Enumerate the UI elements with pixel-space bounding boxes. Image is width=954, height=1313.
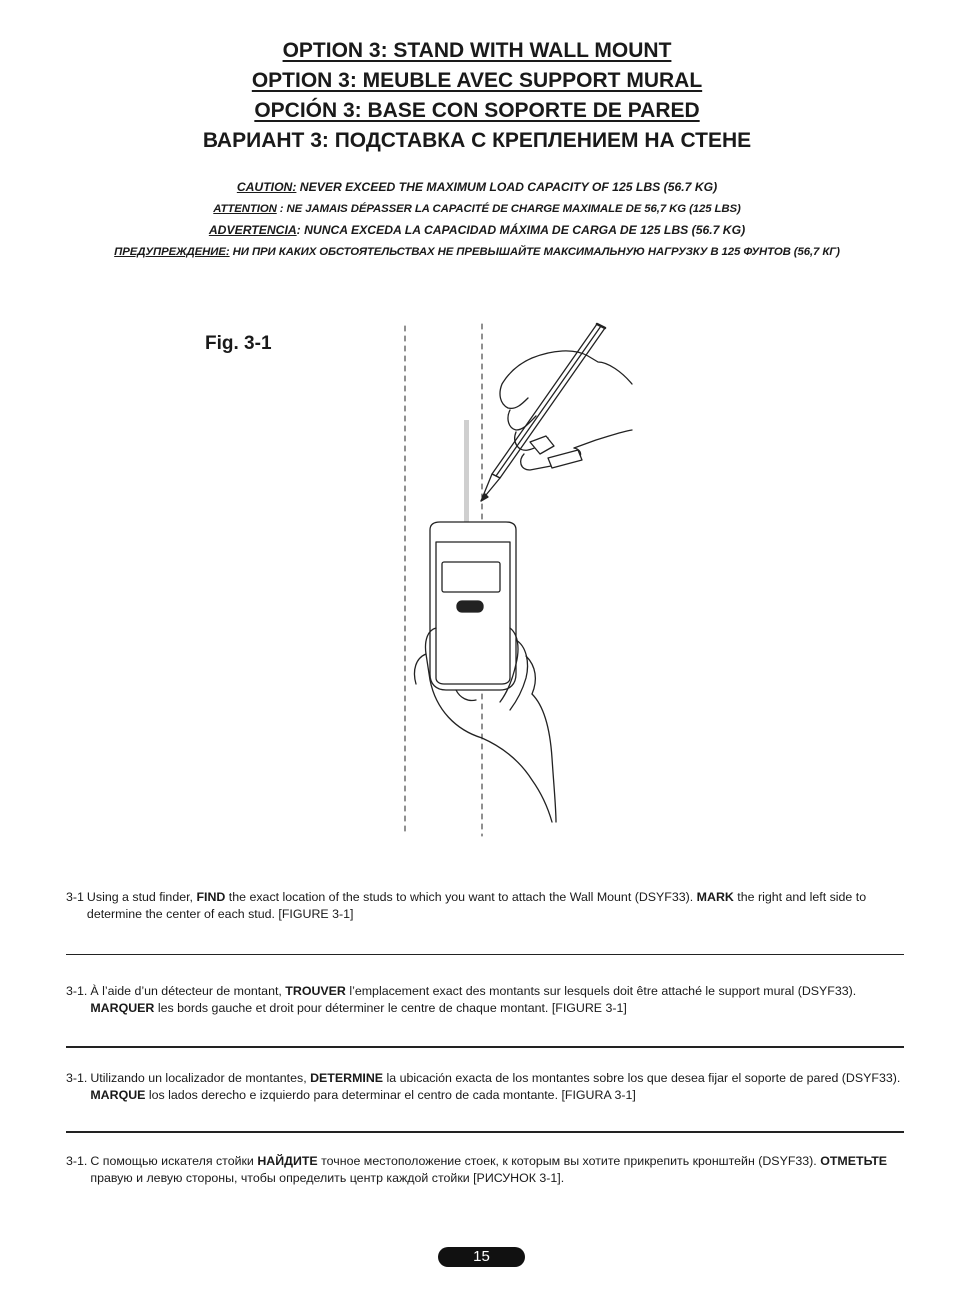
stud-finder-illustration — [360, 318, 660, 838]
center-beam — [464, 420, 469, 524]
caution-block — [0, 177, 954, 263]
caution-en-text: NEVER EXCEED THE MAXIMUM LOAD CAPACITY OF 125 LBS (56.7 KG) — [296, 180, 718, 194]
title-en: OPTION 3: STAND WITH WALL MOUNT — [282, 39, 672, 62]
step-fr — [66, 983, 904, 1017]
stud-finder-icon — [430, 522, 516, 690]
step-ru-number: 3-1. — [66, 1154, 88, 1168]
divider — [66, 1131, 904, 1133]
step-ru — [66, 1153, 904, 1187]
caution-en — [0, 177, 954, 199]
pencil-icon — [481, 324, 605, 501]
caution-es-label: ADVERTENCIA — [208, 223, 297, 237]
step-en — [66, 889, 904, 923]
caution-en-label: CAUTION: — [236, 180, 297, 194]
caution-ru-text: НИ ПРИ КАКИХ ОБСТОЯТЕЛЬСТВАХ НЕ ПРЕВЫШАЙТЕ МАКСИМАЛЬНУЮ НАГРУЗКУ В 125 ФУНТОВ (56,7 КГ) — [229, 245, 840, 258]
caution-es-text: : NUNCA EXCEDA LA CAPACIDAD MÁXIMA DE CARGA DE 125 LBS (56.7 KG) — [296, 223, 746, 237]
title-block — [0, 36, 954, 156]
display-screen — [442, 562, 500, 592]
step-es — [66, 1070, 904, 1104]
step-en-number: 3-1 — [66, 890, 84, 904]
caution-fr-text: : NE JAMAIS DÉPASSER LA CAPACITÉ DE CHARGE MAXIMALE DE 56,7 KG (125 LBS) — [276, 202, 741, 215]
step-es-text: Utilizando un localizador de montantes, DETERMINE la ubicación exacta de los montantes sobre los que desea fijar el soporte de pared (DSYF33). MARQUE los lados derecho e izquierdo para determinar el centro de cada montante. [FIGURA 3-1] — [90, 1071, 901, 1102]
divider — [66, 1046, 904, 1048]
scan-button — [457, 601, 483, 612]
title-ru: ВАРИАНТ 3: ПОДСТАВКА С КРЕПЛЕНИЕМ НА СТЕНЕ — [202, 129, 752, 152]
title-fr: OPTION 3: MEUBLE AVEC SUPPORT MURAL — [251, 69, 703, 92]
step-fr-number: 3-1. — [66, 984, 88, 998]
caution-fr-label: ATTENTION — [213, 202, 277, 215]
page-number: 15 — [438, 1247, 525, 1267]
divider — [66, 954, 904, 955]
caution-ru — [0, 242, 954, 264]
title-es: OPCIÓN 3: BASE CON SOPORTE DE PARED — [254, 99, 700, 122]
caution-ru-label: ПРЕДУПРЕЖДЕНИЕ: — [114, 245, 230, 258]
step-en-text: Using a stud finder, FIND the exact location of the studs to which you want to attach the Wall Mount (DSYF33). MARK the right and left side to determine the center of each stud. [FIGURE 3-1] — [86, 890, 867, 921]
caution-fr — [0, 199, 954, 221]
step-es-number: 3-1. — [66, 1071, 88, 1085]
step-ru-text: С помощью искателя стойки НАЙДИТЕ точное местоположение стоек, к которым вы хотите прикрепить кронштейн (DSYF33). ОТМЕТЬТЕ правую и левую стороны, чтобы определить центр каждой стойки [РИСУНОК 3-1]. — [90, 1154, 888, 1185]
step-fr-text: À l’aide d’un détecteur de montant, TROUVER l’emplacement exact des montants sur lesquels doit être attaché le support mural (DSYF33). MARQUER les bords gauche et droit pour déterminer le centre de chaque montant. [FIGURE 3-1] — [90, 984, 857, 1015]
figure-label: Fig. 3-1 — [205, 333, 272, 354]
caution-es — [0, 220, 954, 242]
